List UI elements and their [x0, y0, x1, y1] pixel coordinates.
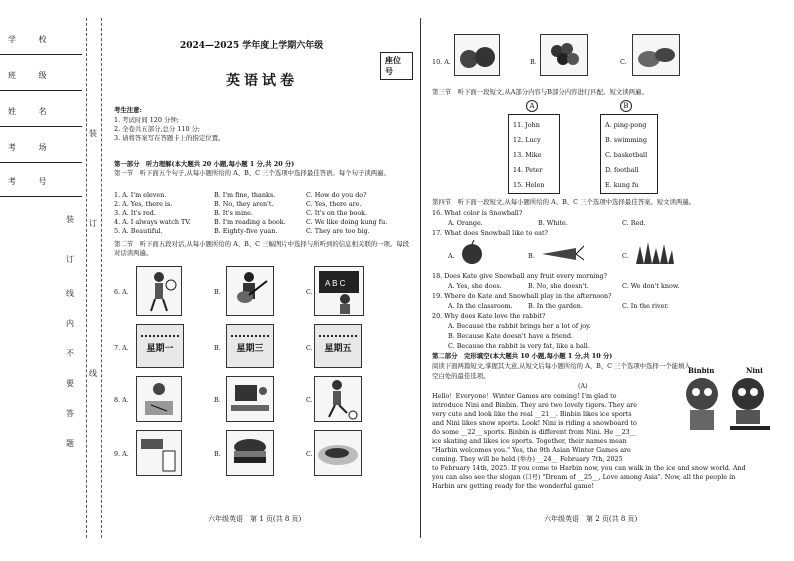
binding-char-nei: 内	[66, 319, 74, 328]
q19-stem: 19. Where do Kate and Snowball play in the afternoon?	[432, 292, 612, 300]
exam-year-title: 2024—2025 学年度上学期六年级	[180, 41, 324, 51]
mascot-nini-label: Nini	[746, 366, 763, 375]
q16-option-b: B. White.	[538, 219, 568, 227]
part2-instruction-2: 空白处的最佳选项。	[432, 372, 490, 380]
q10-picture-a-onions	[454, 34, 500, 76]
q16-stem: 16. What color is Snowball?	[432, 209, 523, 217]
boy-basketball-icon	[137, 267, 181, 315]
calendar-day-label: 星期五	[324, 344, 352, 354]
q20-option-c: C. Because the rabbit is very fat, like a ball.	[448, 342, 590, 350]
q8-picture-a-drawing	[136, 376, 182, 422]
question-4: 4. A. I always watch TV. B. I'm reading a book. C. We like doing kung fu.	[114, 218, 388, 226]
q18-option-b: B. No, she doesn't.	[528, 282, 589, 290]
onion-icon	[455, 35, 499, 75]
q6-picture-c-teacher	[314, 266, 364, 316]
q20-stem: 20. Why does Kate love the rabbit?	[432, 312, 546, 320]
match-b-item: E. kung fu	[605, 181, 639, 189]
page2-footer: 六年级英语 第 2 页(共 8 页)	[544, 515, 638, 523]
question-3: 3. A. It's red. B. It's mine. C. It's on the book.	[114, 209, 368, 217]
q7-picture-c-calendar	[314, 324, 362, 368]
calendar-rings-icon	[141, 329, 179, 337]
binding-char-xian: 线	[66, 289, 74, 298]
question-2: 2. A. Yes, there is. B. No, they aren't. C. Yes, there are.	[114, 200, 362, 208]
part1-heading: 第一部分 听力理解(本大题共 20 小题,每小题 1 分,共 20 分)	[114, 160, 295, 168]
q9-picture-a-bread-milk	[136, 430, 182, 476]
question-1: 1. A. I'm eleven. B. I'm fine, thanks. C. How do you do?	[114, 191, 367, 199]
section1-heading: 第一节 听下面五个句子,从每小题所给的 A、B、C 三个选项中选择最佳答语。每个句子读两遍。	[114, 169, 390, 177]
section4-heading: 第四节 听下面一段短文,从每小题所给的 A、B、C 三个选项中选择最佳答案。短文读两遍。	[432, 198, 696, 206]
match-b-item: D. football	[605, 166, 639, 174]
calendar-rings-icon	[231, 329, 269, 337]
bread-milk-icon	[137, 431, 181, 475]
matching-column-b	[600, 114, 658, 194]
section2-heading: 第二节 听下面五段对话,从每小题所给的 A、B、C 三幅图片中选择与所听到的信息相关联的一项。每段对话读两遍。	[114, 240, 410, 257]
q20-option-a: A. Because the rabbit brings her a lot of joy.	[448, 322, 591, 330]
potato-icon	[633, 35, 679, 75]
boy-drawing-icon	[137, 377, 181, 421]
part2-heading: 第二部分 完形填空(本大题共 10 小题,每小题 1 分,共 10 分)	[432, 352, 613, 360]
q9-option-b: B.	[214, 450, 221, 458]
q7-option-b: B.	[214, 344, 221, 352]
match-a-item: 15. Helen	[513, 181, 545, 189]
binding-char-bu: 不	[66, 349, 74, 358]
match-a-item: 11. John	[513, 121, 540, 129]
q10-picture-b-grapes	[540, 34, 588, 76]
q17-carrot-icon	[540, 242, 584, 264]
binding-char-ti: 题	[66, 439, 74, 448]
field-school: 学 校	[0, 28, 82, 58]
q9-picture-c-fish-dish	[314, 430, 362, 476]
note-3: 3. 请将答案写在答题卡上的指定位置。	[114, 134, 225, 142]
q7-option-c: C.	[306, 344, 313, 352]
q17-option-a: A.	[448, 252, 455, 260]
q17-option-b: B.	[528, 252, 535, 260]
q10-option-c: C.	[620, 58, 627, 66]
binding-char-yao: 要	[66, 379, 74, 388]
fish-dish-icon	[315, 431, 361, 475]
field-name: 姓 名	[0, 100, 82, 130]
q6-picture-a-basketball	[136, 266, 182, 316]
column-b-marker: B	[620, 100, 632, 112]
student-info-column	[0, 18, 82, 538]
calendar-day-label: 星期三	[236, 344, 264, 354]
section1-questions	[114, 191, 414, 236]
passage-label: (A)	[578, 382, 588, 390]
passage-line: you can also see the slogan (口号) "Dream of __25__, Love among Asia". Now, all the people in	[432, 473, 736, 481]
match-b-item: B. swimming	[605, 136, 647, 144]
q19-option-a: A. In the classroom.	[448, 302, 513, 310]
field-exam-number: 考 号	[0, 170, 82, 200]
teacher-blackboard-icon	[315, 267, 363, 315]
q18-stem: 18. Does Kate give Snowball any fruit every morning?	[432, 272, 607, 280]
q8-option-b: B.	[214, 396, 221, 404]
match-a-item: 13. Mike	[513, 151, 542, 159]
q6-picture-b-guitar	[226, 266, 274, 316]
q7-picture-a-calendar	[136, 324, 184, 368]
calendar-rings-icon	[319, 329, 357, 337]
binding-char-ding: 订	[66, 255, 74, 264]
board-text: A B C	[325, 279, 346, 288]
q16-option-c: C. Red.	[622, 219, 646, 227]
q17-grass-icon	[634, 240, 674, 264]
match-a-item: 12. Lucy	[513, 136, 541, 144]
matching-column-a	[508, 114, 560, 194]
q7-picture-b-calendar	[226, 324, 274, 368]
q7-label: 7. A.	[114, 344, 129, 352]
passage-line: very cute and look like the real __21__. Binbin likes ice sports	[432, 410, 632, 418]
note-1: 1. 考试时间 120 分钟;	[114, 116, 179, 124]
match-b-item: A. ping-pong	[605, 121, 647, 129]
passage-line: ice skating and likes ice sports. Together, their names mean	[432, 437, 627, 445]
q17-apple-icon	[458, 240, 486, 266]
notes-heading: 考生注意:	[114, 106, 142, 114]
calendar-day-label: 星期一	[146, 344, 174, 354]
mascot-binbin-label: Binbin	[688, 366, 715, 375]
grapes-icon	[541, 35, 587, 75]
q8-picture-c-football	[314, 376, 362, 422]
q9-option-c: C.	[306, 450, 313, 458]
q18-option-a: A. Yes, she does.	[448, 282, 502, 290]
q18-option-c: C. We don't know.	[622, 282, 680, 290]
q9-label: 9. A.	[114, 450, 129, 458]
page-2	[428, 18, 778, 548]
passage-line: introduce Nini and Binbin. They are two lovely tigers. They are	[432, 401, 637, 409]
q10-option-b: B.	[530, 58, 537, 66]
page-divider	[420, 18, 421, 538]
match-b-item: C. basketball	[605, 151, 648, 159]
column-a-marker: A	[526, 100, 538, 112]
page1-footer: 六年级英语 第 1 页(共 8 页)	[208, 515, 302, 523]
q10-label: 10. A.	[432, 58, 451, 66]
q8-option-c: C.	[306, 396, 313, 404]
match-a-item: 14. Peter	[513, 166, 543, 174]
passage-line: "Harbin welcomes you." Yes, the 9th Asian Winter Games are	[432, 446, 631, 454]
passage-line: Hello！Everyone！Winter Games are coming! I'm glad to	[432, 392, 617, 400]
passage-line: coming. They will be held (举办) __24__ February 7th, 2025	[432, 455, 623, 463]
part2-instruction-1: 阅读下面两篇短文,掌握其大意,从短文后每小题所给的 A、B、C 三个选项中选择一个能填入	[432, 362, 691, 370]
seat-number-box: 座位号	[380, 52, 413, 80]
guitar-player-icon	[227, 267, 273, 315]
page-1	[108, 18, 413, 548]
passage-line: to February 14th, 2025. If you come to Harbin now, you can walk in the ice and snow world. And	[432, 464, 746, 472]
q8-label: 8. A.	[114, 396, 129, 404]
field-exam-room: 考 场	[0, 136, 82, 166]
exam-subject-title: 英语试卷	[226, 73, 298, 89]
q6-label: 6. A.	[114, 288, 129, 296]
note-2: 2. 全卷共五部分,总分 110 分;	[114, 125, 201, 133]
computer-desk-icon	[227, 377, 273, 421]
hamburger-icon	[227, 431, 273, 475]
passage-a-body	[432, 392, 772, 491]
binding-char-da: 答	[66, 409, 74, 418]
q20-option-b: B. Because Kate doesn't have a friend.	[448, 332, 573, 340]
q6-option-b: B.	[214, 288, 221, 296]
question-5: 5. A. Beautiful. B. Eighty-five yuan. C. They are too big.	[114, 227, 370, 235]
q9-picture-b-hamburger	[226, 430, 274, 476]
boy-football-icon	[315, 377, 361, 421]
passage-line: Harbin are getting ready for the wonderful game!	[432, 482, 595, 490]
q16-option-a: A. Orange.	[448, 219, 483, 227]
q17-option-c: C.	[622, 252, 629, 260]
section3-heading: 第三节 听下面一段短文,从A部分内容与B部分内容进行匹配。短文读两遍。	[432, 88, 648, 96]
binding-strip: 装 订 线	[86, 18, 102, 538]
q19-option-c: C. In the river.	[622, 302, 669, 310]
q6-option-c: C.	[306, 288, 313, 296]
q8-picture-b-computer	[226, 376, 274, 422]
field-class: 班 级	[0, 64, 82, 94]
binding-char-zhuang: 装	[66, 215, 74, 224]
q17-stem: 17. What does Snowball like to eat?	[432, 229, 548, 237]
q19-option-b: B. In the garden.	[528, 302, 583, 310]
passage-line: and Nini likes snow sports. Look! Nini is riding a snowboard to	[432, 419, 637, 427]
q10-picture-c-potatoes	[632, 34, 680, 76]
passage-line: do some __22__ sports. Binbin is different from Nini. He __23__	[432, 428, 637, 436]
